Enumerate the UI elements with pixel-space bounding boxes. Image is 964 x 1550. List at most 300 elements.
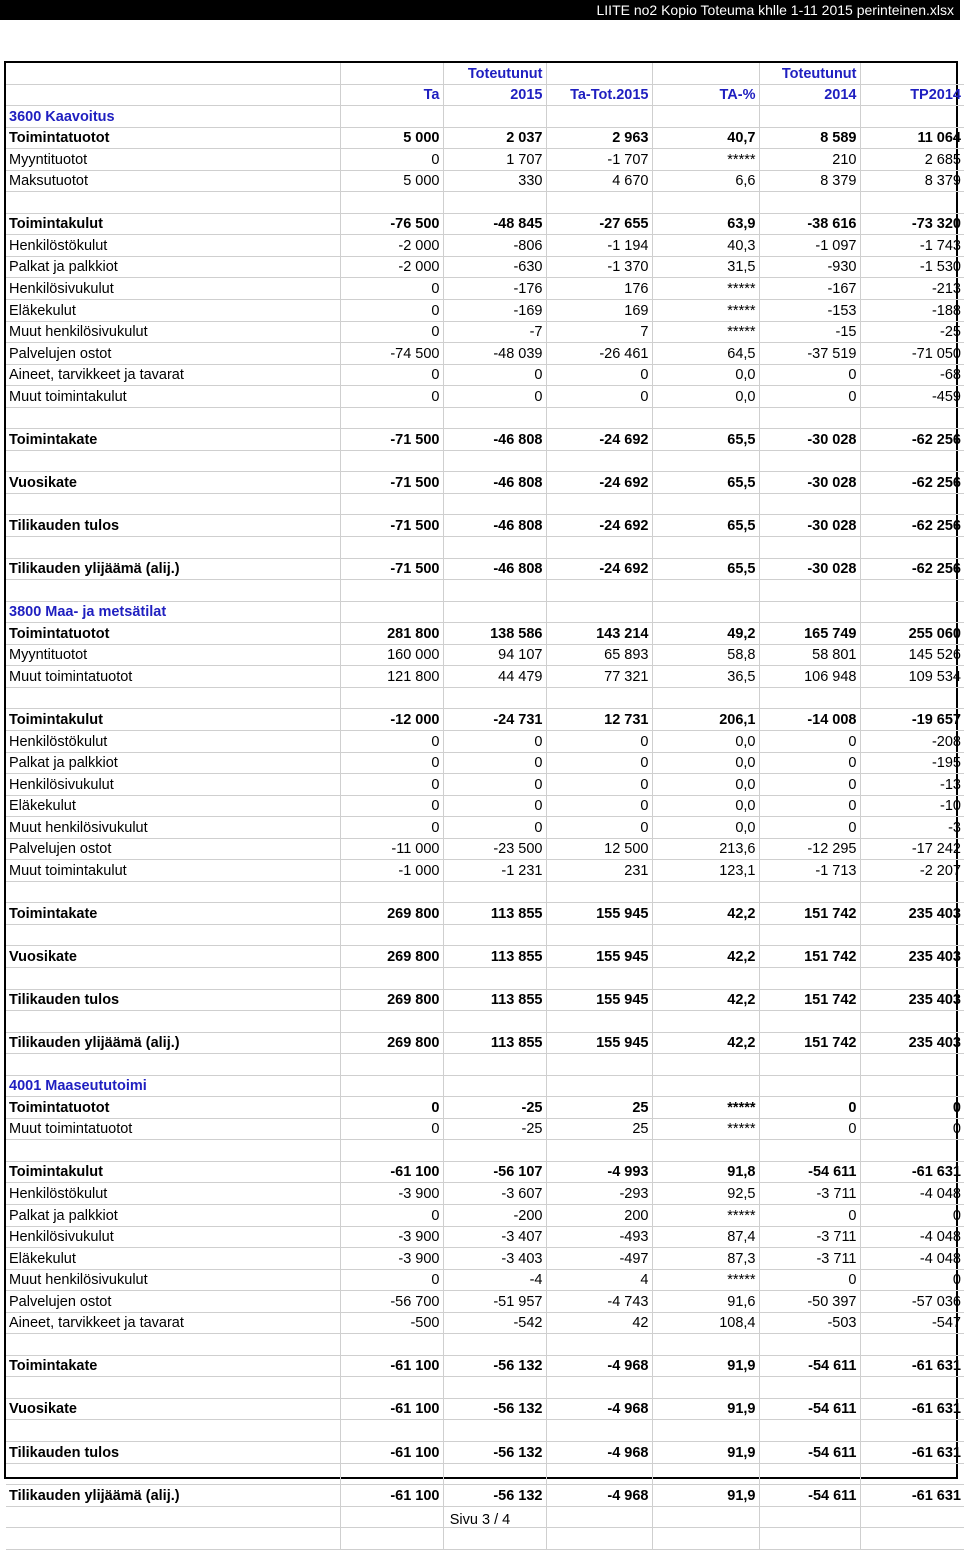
value-cell <box>443 1334 546 1356</box>
value-cell: -56 700 <box>340 1291 443 1313</box>
column-header-row-bottom <box>6 84 964 106</box>
value-cell: -48 039 <box>443 343 546 365</box>
value-cell <box>546 106 652 128</box>
total-row <box>6 989 964 1011</box>
value-cell: 235 403 <box>860 946 964 968</box>
row-label <box>6 407 340 429</box>
value-cell: -57 036 <box>860 1291 964 1313</box>
value-cell: -459 <box>860 386 964 408</box>
column-header-row-top <box>6 63 964 84</box>
table-row <box>6 1118 964 1140</box>
blank-row <box>6 192 964 214</box>
value-cell: 200 <box>546 1204 652 1226</box>
row-label: Toimintatuotot <box>6 1097 340 1119</box>
blank-row <box>6 537 964 559</box>
value-cell <box>443 1463 546 1485</box>
value-cell: 0 <box>860 1204 964 1226</box>
value-cell: -30 028 <box>759 472 860 494</box>
value-cell: -61 100 <box>340 1485 443 1507</box>
value-cell <box>443 1140 546 1162</box>
table-row <box>6 752 964 774</box>
value-cell: 121 800 <box>340 666 443 688</box>
row-label: Palkat ja palkkiot <box>6 1204 340 1226</box>
total-row <box>6 213 964 235</box>
value-cell <box>860 881 964 903</box>
value-cell <box>652 1075 759 1097</box>
row-label <box>6 1420 340 1442</box>
value-cell <box>759 106 860 128</box>
value-cell <box>759 601 860 623</box>
row-label <box>6 1011 340 1033</box>
value-cell: 0 <box>546 364 652 386</box>
value-cell <box>860 580 964 602</box>
row-label <box>6 1463 340 1485</box>
row-label <box>6 1054 340 1076</box>
value-cell: -73 320 <box>860 213 964 235</box>
row-label: Muut toimintakulut <box>6 860 340 882</box>
value-cell: -4 <box>443 1269 546 1291</box>
value-cell: 269 800 <box>340 1032 443 1054</box>
value-cell: 65,5 <box>652 558 759 580</box>
value-cell: -37 519 <box>759 343 860 365</box>
row-label: Eläkekulut <box>6 300 340 322</box>
blank-row <box>6 924 964 946</box>
value-cell: 36,5 <box>652 666 759 688</box>
table-row <box>6 1248 964 1270</box>
value-cell <box>860 1463 964 1485</box>
header-cell-2014: 2014 <box>759 84 860 106</box>
value-cell: 235 403 <box>860 989 964 1011</box>
value-cell: 11 064 <box>860 127 964 149</box>
value-cell: -169 <box>443 300 546 322</box>
value-cell: -1 743 <box>860 235 964 257</box>
value-cell <box>546 1377 652 1399</box>
value-cell: -630 <box>443 256 546 278</box>
value-cell: -71 500 <box>340 472 443 494</box>
value-cell: -1 707 <box>546 149 652 171</box>
table-row <box>6 321 964 343</box>
value-cell: 155 945 <box>546 946 652 968</box>
total-row <box>6 127 964 149</box>
value-cell: -200 <box>443 1204 546 1226</box>
value-cell: -24 731 <box>443 709 546 731</box>
value-cell <box>340 1075 443 1097</box>
row-label: Henkilöstökulut <box>6 235 340 257</box>
table-row <box>6 343 964 365</box>
table-row <box>6 1226 964 1248</box>
value-cell: -38 616 <box>759 213 860 235</box>
row-label: Palkat ja palkkiot <box>6 256 340 278</box>
row-label <box>6 537 340 559</box>
value-cell: 0 <box>546 730 652 752</box>
value-cell: 160 000 <box>340 644 443 666</box>
value-cell: 0 <box>340 1118 443 1140</box>
table-row <box>6 364 964 386</box>
value-cell: 0 <box>546 752 652 774</box>
table-row <box>6 666 964 688</box>
value-cell: 40,7 <box>652 127 759 149</box>
table-row <box>6 1269 964 1291</box>
value-cell: -3 <box>860 817 964 839</box>
row-label: Muut toimintatuotot <box>6 1118 340 1140</box>
value-cell: -503 <box>759 1312 860 1334</box>
value-cell: 123,1 <box>652 860 759 882</box>
row-label: Muut henkilösivukulut <box>6 321 340 343</box>
total-row <box>6 515 964 537</box>
value-cell: 40,3 <box>652 235 759 257</box>
table-row <box>6 1204 964 1226</box>
value-cell: -71 050 <box>860 343 964 365</box>
value-cell: -24 692 <box>546 472 652 494</box>
table-row <box>6 1291 964 1313</box>
total-row <box>6 1032 964 1054</box>
row-label: Henkilöstökulut <box>6 1183 340 1205</box>
row-label: Toimintatuotot <box>6 127 340 149</box>
value-cell: 44 479 <box>443 666 546 688</box>
value-cell: 49,2 <box>652 623 759 645</box>
value-cell <box>443 881 546 903</box>
value-cell: 138 586 <box>443 623 546 645</box>
value-cell: 42,2 <box>652 989 759 1011</box>
value-cell: 0 <box>759 1204 860 1226</box>
value-cell <box>546 1528 652 1550</box>
value-cell: -51 957 <box>443 1291 546 1313</box>
value-cell: -76 500 <box>340 213 443 235</box>
value-cell <box>652 1054 759 1076</box>
row-label: Tilikauden ylijäämä (alij.) <box>6 558 340 580</box>
value-cell: 165 749 <box>759 623 860 645</box>
value-cell: 0,0 <box>652 817 759 839</box>
blank-row <box>6 1420 964 1442</box>
value-cell <box>443 537 546 559</box>
value-cell: -1 713 <box>759 860 860 882</box>
value-cell: -54 611 <box>759 1355 860 1377</box>
value-cell <box>759 1011 860 1033</box>
value-cell: 8 589 <box>759 127 860 149</box>
value-cell: 0 <box>443 364 546 386</box>
value-cell: -46 808 <box>443 515 546 537</box>
value-cell <box>860 537 964 559</box>
value-cell <box>443 601 546 623</box>
value-cell: 0 <box>759 364 860 386</box>
value-cell: -62 256 <box>860 429 964 451</box>
value-cell: ***** <box>652 1204 759 1226</box>
header-cell-2015: 2015 <box>443 84 546 106</box>
row-label: 3600 Kaavoitus <box>6 106 340 128</box>
value-cell <box>860 192 964 214</box>
value-cell: -4 993 <box>546 1161 652 1183</box>
value-cell: 151 742 <box>759 903 860 925</box>
value-cell <box>340 192 443 214</box>
value-cell <box>759 1463 860 1485</box>
row-label: Toimintakate <box>6 1355 340 1377</box>
value-cell: 0 <box>759 730 860 752</box>
value-cell: 0 <box>340 386 443 408</box>
value-cell: 0 <box>340 149 443 171</box>
value-cell: -54 611 <box>759 1442 860 1464</box>
value-cell <box>652 450 759 472</box>
row-label: Palvelujen ostot <box>6 1291 340 1313</box>
value-cell: 91,9 <box>652 1442 759 1464</box>
value-cell <box>652 407 759 429</box>
value-cell: 269 800 <box>340 989 443 1011</box>
value-cell: 0,0 <box>652 795 759 817</box>
value-cell <box>340 580 443 602</box>
value-cell: 0 <box>340 300 443 322</box>
header-cell-ta: Ta <box>340 84 443 106</box>
value-cell <box>652 192 759 214</box>
value-cell <box>759 537 860 559</box>
value-cell: 235 403 <box>860 1032 964 1054</box>
value-cell <box>860 450 964 472</box>
value-cell: -208 <box>860 730 964 752</box>
value-cell <box>652 493 759 515</box>
value-cell <box>443 1528 546 1550</box>
header-cell-toteutunut-2014: Toteutunut <box>759 63 860 84</box>
table-row <box>6 256 964 278</box>
total-row <box>6 709 964 731</box>
total-row <box>6 946 964 968</box>
value-cell <box>443 687 546 709</box>
value-cell: 151 742 <box>759 989 860 1011</box>
row-label: Aineet, tarvikkeet ja tavarat <box>6 364 340 386</box>
table-row <box>6 235 964 257</box>
blank-row <box>6 967 964 989</box>
value-cell: -54 611 <box>759 1161 860 1183</box>
budget-table <box>6 63 964 1550</box>
value-cell <box>759 192 860 214</box>
value-cell: 0 <box>340 752 443 774</box>
value-cell: -48 845 <box>443 213 546 235</box>
value-cell: ***** <box>652 149 759 171</box>
value-cell: 0 <box>340 278 443 300</box>
value-cell: -61 631 <box>860 1442 964 1464</box>
value-cell <box>652 580 759 602</box>
section-heading-row <box>6 106 964 128</box>
total-row <box>6 903 964 925</box>
value-cell: -4 743 <box>546 1291 652 1313</box>
value-cell: -61 631 <box>860 1485 964 1507</box>
value-cell: 155 945 <box>546 989 652 1011</box>
value-cell <box>759 1528 860 1550</box>
value-cell <box>860 106 964 128</box>
value-cell <box>546 493 652 515</box>
value-cell: 25 <box>546 1118 652 1140</box>
value-cell: 58,8 <box>652 644 759 666</box>
value-cell: -61 631 <box>860 1398 964 1420</box>
value-cell: -195 <box>860 752 964 774</box>
value-cell: 2 685 <box>860 149 964 171</box>
header-cell-ta-tot: Ta-Tot.2015 <box>546 84 652 106</box>
value-cell: 0 <box>443 774 546 796</box>
row-label: Tilikauden ylijäämä (alij.) <box>6 1032 340 1054</box>
value-cell: 42,2 <box>652 1032 759 1054</box>
header-cell <box>6 63 340 84</box>
value-cell: -15 <box>759 321 860 343</box>
value-cell <box>443 106 546 128</box>
value-cell <box>546 192 652 214</box>
header-cell-toteutunut-2015: Toteutunut <box>443 63 546 84</box>
value-cell: -23 500 <box>443 838 546 860</box>
value-cell: -50 397 <box>759 1291 860 1313</box>
value-cell: 0 <box>759 1118 860 1140</box>
value-cell: 0 <box>759 752 860 774</box>
value-cell: -493 <box>546 1226 652 1248</box>
value-cell: -1 194 <box>546 235 652 257</box>
table-row <box>6 1312 964 1334</box>
value-cell: -25 <box>443 1097 546 1119</box>
value-cell <box>340 1054 443 1076</box>
value-cell: -3 403 <box>443 1248 546 1270</box>
value-cell: 0 <box>340 364 443 386</box>
value-cell <box>759 580 860 602</box>
value-cell <box>652 881 759 903</box>
value-cell: 0 <box>443 795 546 817</box>
value-cell <box>546 601 652 623</box>
value-cell: -12 000 <box>340 709 443 731</box>
value-cell <box>860 1334 964 1356</box>
value-cell: 8 379 <box>759 170 860 192</box>
value-cell: 0,0 <box>652 752 759 774</box>
value-cell <box>546 1334 652 1356</box>
value-cell: -542 <box>443 1312 546 1334</box>
total-row <box>6 1485 964 1507</box>
value-cell: -56 132 <box>443 1355 546 1377</box>
value-cell: -167 <box>759 278 860 300</box>
row-label <box>6 1334 340 1356</box>
header-cell <box>860 63 964 84</box>
value-cell: 0 <box>340 774 443 796</box>
value-cell: 106 948 <box>759 666 860 688</box>
value-cell: 0 <box>443 817 546 839</box>
value-cell: 281 800 <box>340 623 443 645</box>
value-cell <box>443 450 546 472</box>
value-cell: 0,0 <box>652 774 759 796</box>
value-cell <box>340 1011 443 1033</box>
value-cell <box>443 493 546 515</box>
value-cell: 0,0 <box>652 730 759 752</box>
value-cell: 0 <box>546 795 652 817</box>
value-cell: ***** <box>652 1118 759 1140</box>
value-cell: -62 256 <box>860 558 964 580</box>
blank-row <box>6 580 964 602</box>
value-cell: 176 <box>546 278 652 300</box>
value-cell: -213 <box>860 278 964 300</box>
value-cell <box>443 1075 546 1097</box>
value-cell: -806 <box>443 235 546 257</box>
row-label: Henkilösivukulut <box>6 278 340 300</box>
value-cell <box>546 1011 652 1033</box>
row-label: Muut henkilösivukulut <box>6 1269 340 1291</box>
value-cell: 269 800 <box>340 903 443 925</box>
row-label: Tilikauden ylijäämä (alij.) <box>6 1485 340 1507</box>
value-cell: 65,5 <box>652 472 759 494</box>
value-cell <box>860 1011 964 1033</box>
value-cell: ***** <box>652 278 759 300</box>
value-cell: 5 000 <box>340 170 443 192</box>
value-cell <box>652 1377 759 1399</box>
value-cell: -547 <box>860 1312 964 1334</box>
value-cell: -13 <box>860 774 964 796</box>
row-label: Eläkekulut <box>6 795 340 817</box>
value-cell <box>652 924 759 946</box>
value-cell: 0 <box>340 795 443 817</box>
blank-row <box>6 1334 964 1356</box>
value-cell: -62 256 <box>860 515 964 537</box>
value-cell <box>652 967 759 989</box>
value-cell: 65 893 <box>546 644 652 666</box>
total-row <box>6 429 964 451</box>
value-cell: 0 <box>443 386 546 408</box>
value-cell: 206,1 <box>652 709 759 731</box>
value-cell: -71 500 <box>340 558 443 580</box>
row-label: Aineet, tarvikkeet ja tavarat <box>6 1312 340 1334</box>
table-row <box>6 170 964 192</box>
value-cell: -24 692 <box>546 429 652 451</box>
value-cell: -3 711 <box>759 1226 860 1248</box>
value-cell: 0 <box>759 1269 860 1291</box>
value-cell: -176 <box>443 278 546 300</box>
value-cell: -27 655 <box>546 213 652 235</box>
value-cell <box>340 924 443 946</box>
blank-row <box>6 881 964 903</box>
row-label: Toimintakulut <box>6 213 340 235</box>
value-cell: 0 <box>759 795 860 817</box>
value-cell: 0 <box>860 1118 964 1140</box>
value-cell: -62 256 <box>860 472 964 494</box>
value-cell: 145 526 <box>860 644 964 666</box>
table-row <box>6 300 964 322</box>
value-cell <box>340 407 443 429</box>
value-cell <box>652 1334 759 1356</box>
total-row <box>6 472 964 494</box>
row-label: Palkat ja palkkiot <box>6 752 340 774</box>
row-label: Tilikauden tulos <box>6 515 340 537</box>
value-cell: 92,5 <box>652 1183 759 1205</box>
value-cell: 0 <box>340 1204 443 1226</box>
total-row <box>6 558 964 580</box>
value-cell: -24 692 <box>546 558 652 580</box>
table-row <box>6 386 964 408</box>
value-cell: ***** <box>652 321 759 343</box>
value-cell <box>443 924 546 946</box>
table-row <box>6 730 964 752</box>
value-cell: 2 963 <box>546 127 652 149</box>
value-cell: -24 692 <box>546 515 652 537</box>
value-cell: -61 100 <box>340 1355 443 1377</box>
value-cell: 8 379 <box>860 170 964 192</box>
value-cell: -46 808 <box>443 429 546 451</box>
row-label <box>6 1377 340 1399</box>
row-label <box>6 1528 340 1550</box>
value-cell: -71 500 <box>340 429 443 451</box>
row-label: Toimintatuotot <box>6 623 340 645</box>
header-cell-tp2014: TP2014 <box>860 84 964 106</box>
value-cell <box>860 1377 964 1399</box>
value-cell: -3 900 <box>340 1183 443 1205</box>
section-heading-row <box>6 601 964 623</box>
table-row <box>6 644 964 666</box>
value-cell: 58 801 <box>759 644 860 666</box>
value-cell: -3 711 <box>759 1248 860 1270</box>
total-row <box>6 623 964 645</box>
value-cell: -61 100 <box>340 1161 443 1183</box>
table-row <box>6 860 964 882</box>
row-label: Vuosikate <box>6 1398 340 1420</box>
value-cell <box>759 1054 860 1076</box>
value-cell: ***** <box>652 1269 759 1291</box>
value-cell <box>860 407 964 429</box>
